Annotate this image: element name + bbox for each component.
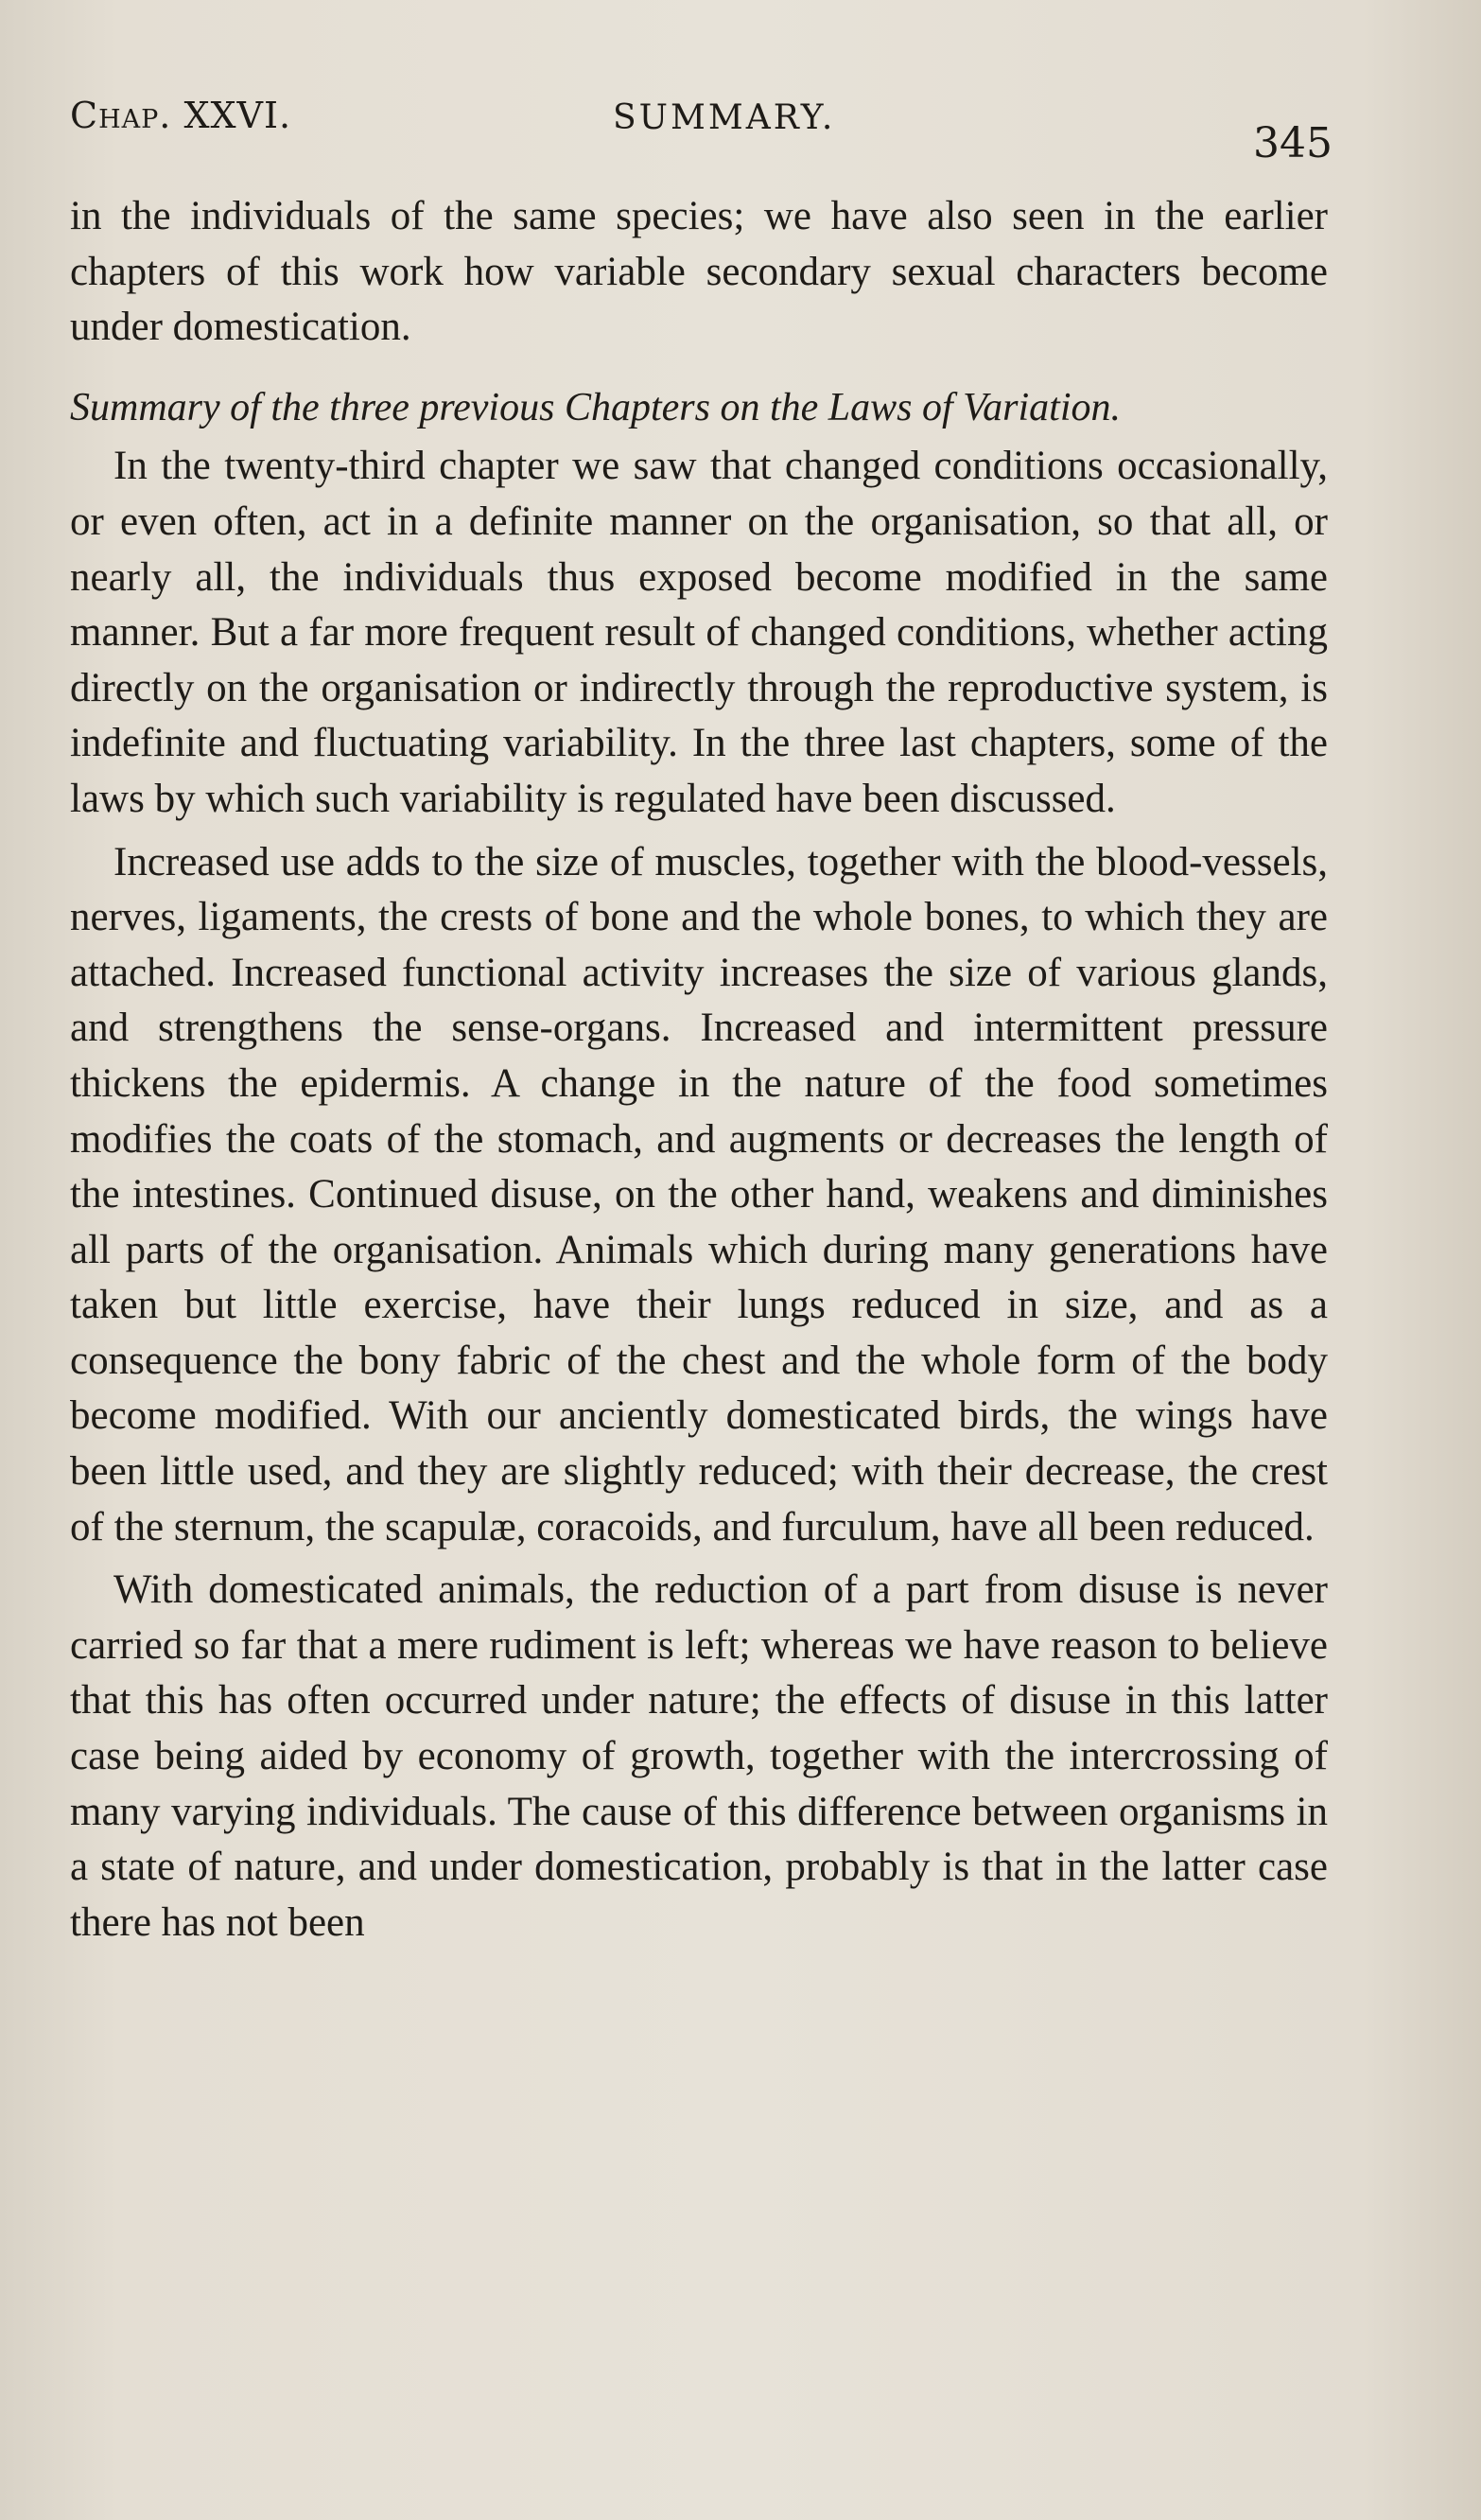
paragraph-1: In the twenty-third chapter we saw that changed conditions occasionally, or even often, act in a definite manner on the organisation, so that all, or nearly all, the individuals thus exposed become modified in the same manner. But a far more frequent result of changed conditions, whether acting directly on the organisation or indirectly through the reproductive system, is indefinite and fluctuating variability. In the three last chapters, some of the laws by which such variability is regulated have been discussed. — [70, 444, 1328, 821]
paragraph-continued: in the individuals of the same species; we have also seen in the earlier chapters of this work how variable secondary sexual characters become under domestication. — [70, 194, 1328, 350]
running-title: SUMMARY. — [613, 98, 836, 137]
paragraph-3: With domesticated animals, the reduction of a part from disuse is never carried so far that a mere rudiment is left; whereas we have reason to believe that this has often occurred under nature; the effects of disuse in this latter case being aided by economy of growth, together with the intercrossing of many varying individuals. The cause of this difference between organisms in a state of nature, and under domestication, probably is that in the latter case there has not been — [70, 1567, 1328, 1945]
chapter-label: Chap. XXVI. — [70, 95, 292, 136]
paragraph-2: Increased use adds to the size of muscles, together with the blood-vessels, nerves, ligaments, the crests of bone and the whole bones, to which they are attached. Increased functional activity increases the size of various glands, and strengthens the sense-organs. Increased and intermittent pressure thickens the epidermis. A change in the nature of the food sometimes modifies the coats of the stomach, and augments or decreases the length of the intestines. Continued disuse, on the other hand, weakens and diminishes all parts of the organisation. Animals which during many generations have taken but little exercise, have their lungs reduced in size, and as a consequence the bony fabric of the chest and the whole form of the body become modified. With our anciently domesticated birds, the wings have been little used, and they are slightly reduced; with their decrease, the crest of the sternum, the scapulæ, coracoids, and furculum, have all been reduced. — [70, 839, 1328, 1549]
running-header — [70, 95, 1333, 167]
page-body — [70, 189, 1328, 1951]
page-number: 345 — [1253, 119, 1333, 167]
section-heading: Summary of the three previous Chapters on the Laws of Variation. — [70, 385, 1122, 429]
